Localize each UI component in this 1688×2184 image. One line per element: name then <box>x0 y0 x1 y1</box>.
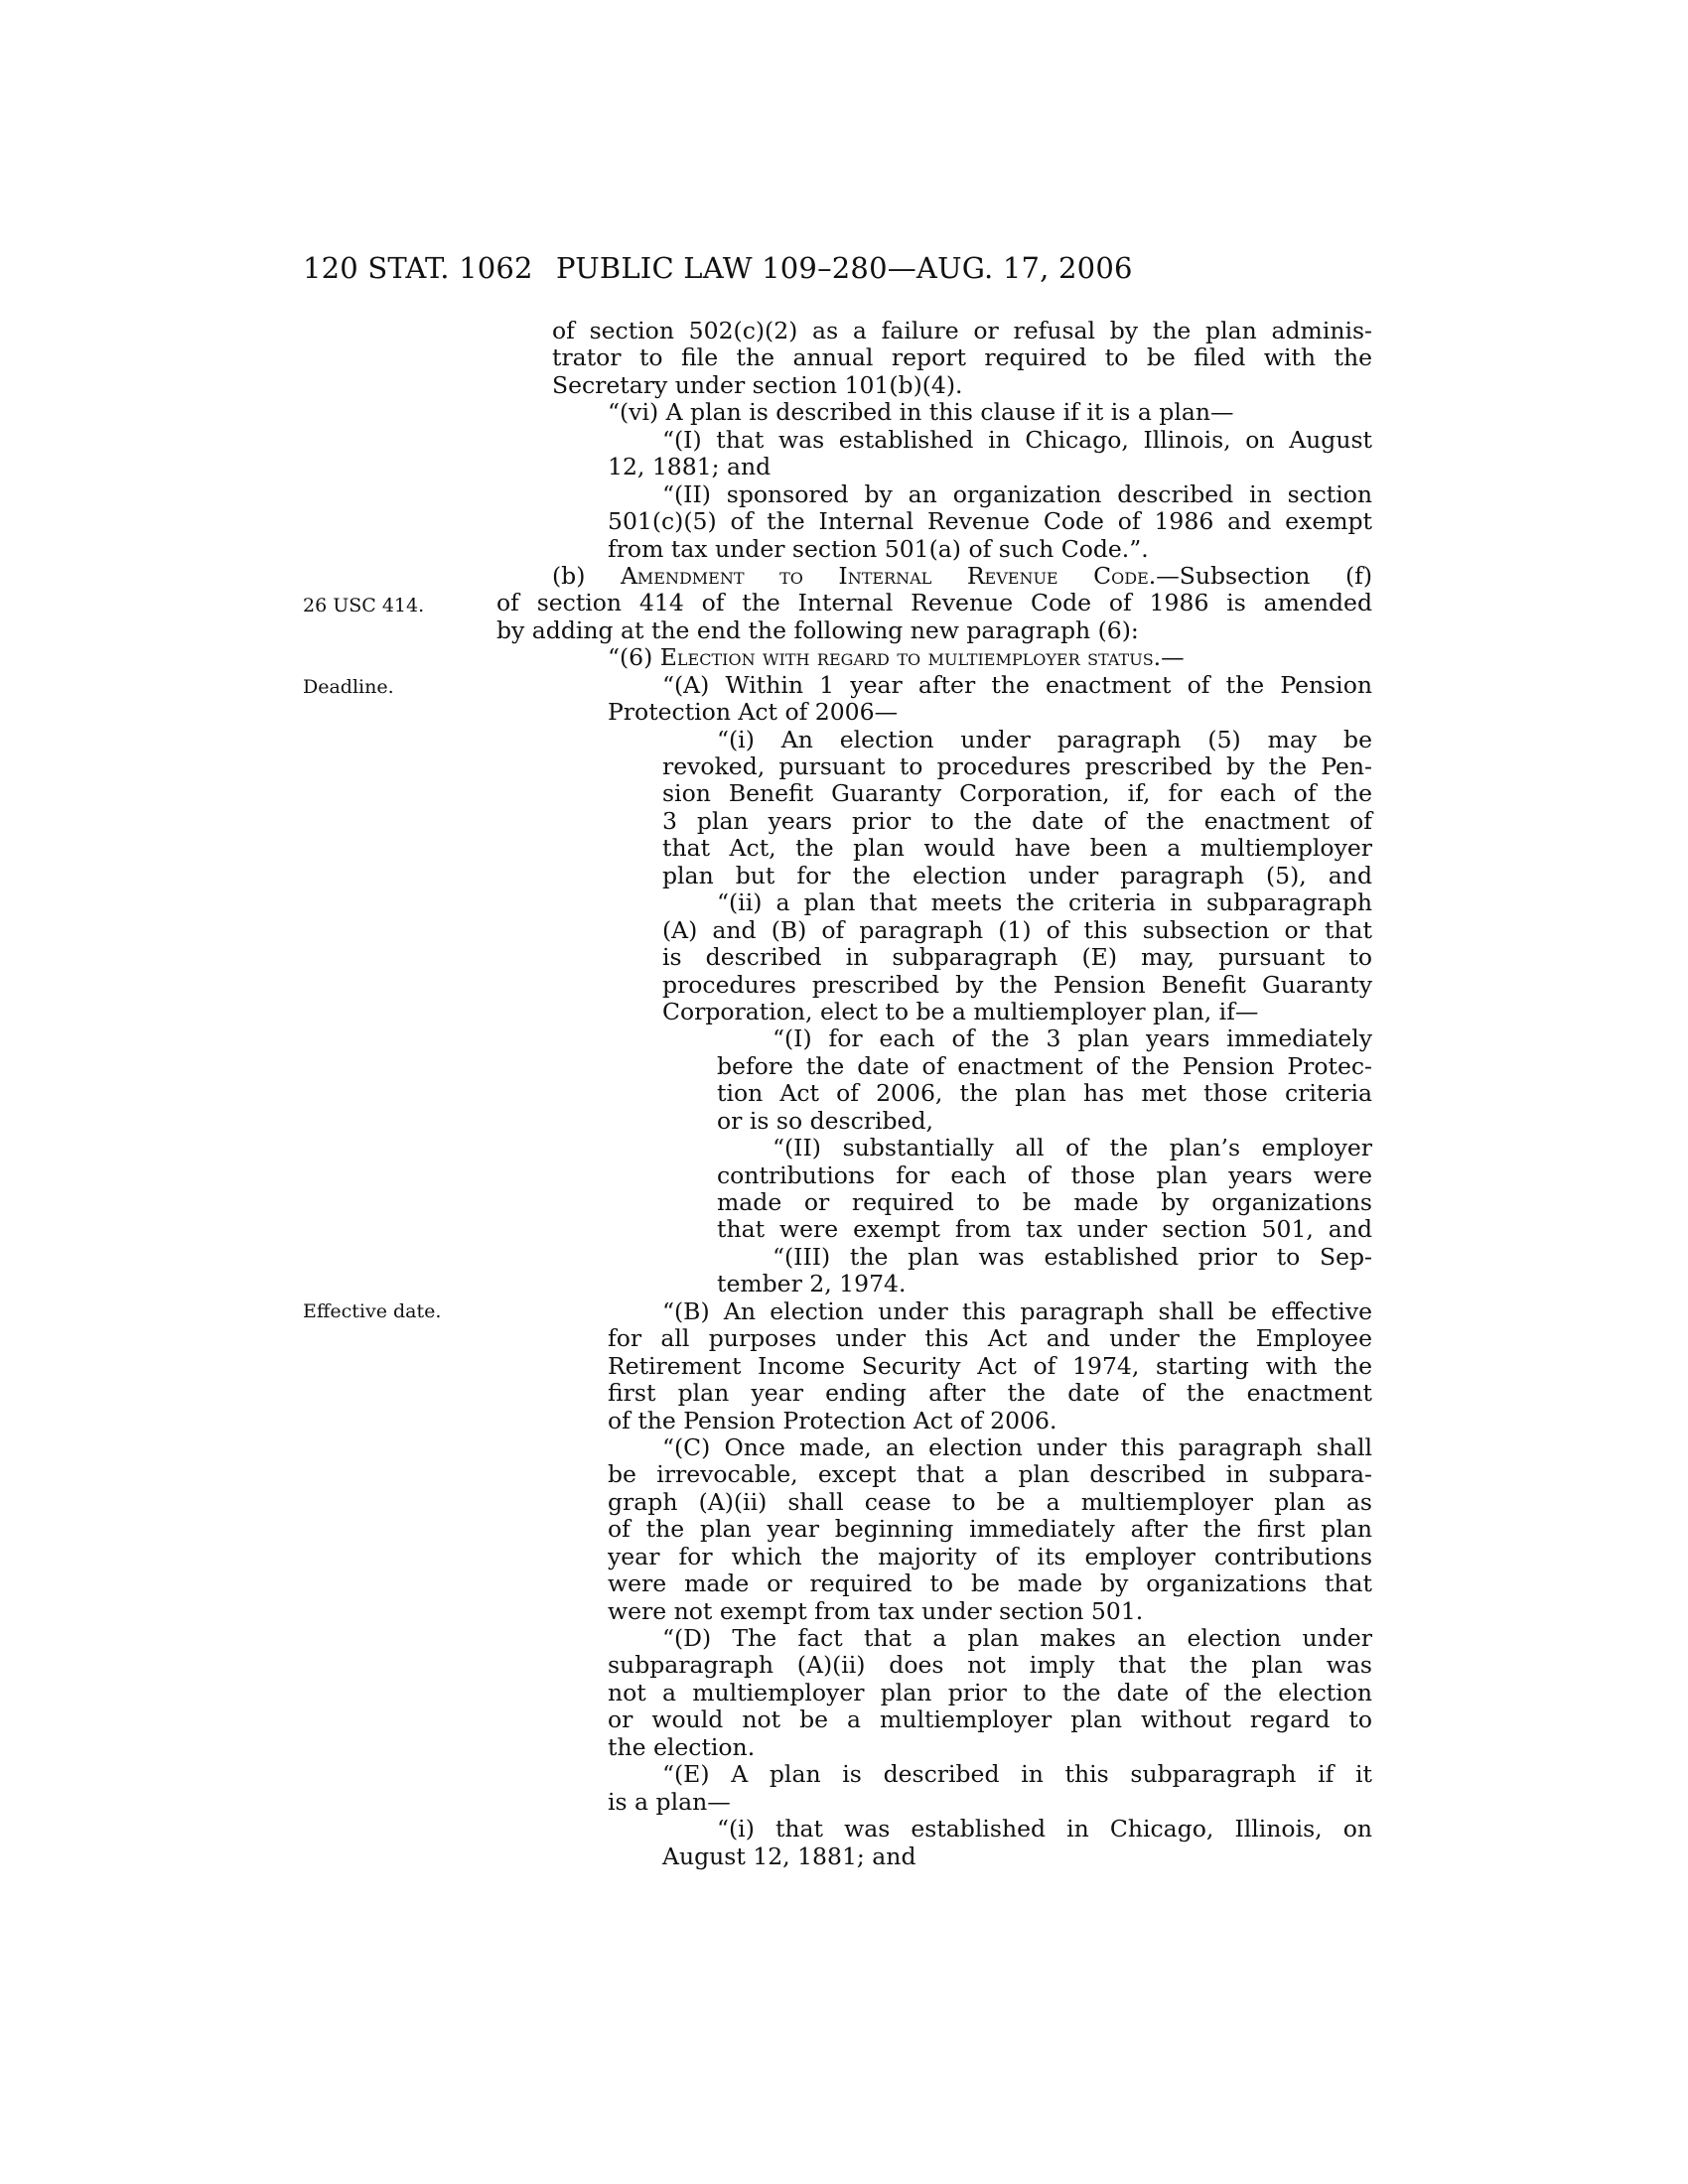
body-line: trator to file the annual report required to be filed with the <box>552 343 1372 372</box>
body-line: made or required to be made by organizations <box>717 1188 1372 1216</box>
body-line: sion Benefit Guaranty Corporation, if, for each of the <box>662 779 1372 808</box>
body-line: of the plan year beginning immediately after the first plan <box>608 1515 1372 1544</box>
body-line: tember 2, 1974. <box>717 1270 907 1298</box>
margin-note-usc: 26 USC 414. <box>303 595 425 616</box>
body-line: of the Pension Protection Act of 2006. <box>608 1406 1057 1434</box>
body-line: “(E) A plan is described in this subparagraph if it <box>662 1760 1372 1789</box>
body-line: tion Act of 2006, the plan has met those criteria <box>717 1079 1372 1108</box>
body-line: “(i) An election under paragraph (5) may be <box>717 725 1372 753</box>
body-line: 501(c)(5) of the Internal Revenue Code of 1986 and exempt <box>608 507 1372 536</box>
body-line: 12, 1881; and <box>608 453 772 481</box>
body-line: August 12, 1881; and <box>662 1842 916 1870</box>
body-line: Corporation, elect to be a multiemployer plan, if— <box>662 997 1259 1025</box>
body-line: that Act, the plan would have been a multiemployer <box>662 834 1372 863</box>
body-line: “(III) the plan was established prior to Sep- <box>773 1242 1372 1271</box>
body-line: “(vi) A plan is described in this clause if it is a plan— <box>608 398 1234 427</box>
body-line: plan but for the election under paragraph (5), and <box>662 861 1372 889</box>
body-line: is a plan— <box>608 1787 731 1816</box>
body-line: “(C) Once made, an election under this paragraph shall <box>662 1433 1372 1461</box>
body-line: “(A) Within 1 year after the enactment of the Pension <box>662 670 1372 699</box>
body-line: “(II) sponsored by an organization described in section <box>662 479 1372 508</box>
body-line: Protection Act of 2006— <box>608 698 899 727</box>
body-line: before the date of enactment of the Pension Protec- <box>717 1051 1372 1080</box>
body-line: “(i) that was established in Chicago, Illinois, on <box>717 1815 1372 1843</box>
stat-page-number: 120 STAT. 1062 <box>303 251 533 285</box>
body-line: year for which the majority of its employer contributions <box>608 1542 1372 1570</box>
body-line: “(6) Election with regard to multiemployer status.— <box>608 643 1185 672</box>
body-line: Retirement Income Security Act of 1974, starting with the <box>608 1351 1372 1380</box>
body-line: or is so described, <box>717 1106 933 1135</box>
body-line: subparagraph (A)(ii) does not imply that the plan was <box>608 1651 1372 1680</box>
body-line: contributions for each of those plan years were <box>717 1160 1372 1189</box>
body-line: is described in subparagraph (E) may, pursuant to <box>662 943 1372 972</box>
body-line: “(D) The fact that a plan makes an election under <box>662 1624 1372 1652</box>
body-line: be irrevocable, except that a plan described in subpara- <box>608 1460 1372 1489</box>
body-line: “(I) for each of the 3 plan years immediately <box>773 1024 1372 1053</box>
statute-body-text <box>496 318 1372 1870</box>
body-line: “(I) that was established in Chicago, Illinois, on August <box>662 425 1372 454</box>
body-line: revoked, pursuant to procedures prescribed by the Pen- <box>662 752 1372 780</box>
body-line: procedures prescribed by the Pension Benefit Guaranty <box>662 970 1372 999</box>
body-line: that were exempt from tax under section 501, and <box>717 1215 1372 1244</box>
body-line: (A) and (B) of paragraph (1) of this subsection or that <box>662 915 1372 944</box>
body-line: were not exempt from tax under section 501. <box>608 1596 1144 1625</box>
body-line: (b) Amendment to Internal Revenue Code.—Subsection (f) <box>552 561 1372 590</box>
body-line: not a multiemployer plan prior to the date of the election <box>608 1678 1372 1706</box>
body-line: were made or required to be made by organizations that <box>608 1570 1372 1598</box>
margin-note-effective-date: Effective date. <box>303 1300 442 1322</box>
body-line: of section 414 of the Internal Revenue Code of 1986 is amended <box>496 589 1372 617</box>
law-title-header: PUBLIC LAW 109–280—AUG. 17, 2006 <box>556 251 1133 285</box>
body-line: or would not be a multiemployer plan without regard to <box>608 1706 1372 1734</box>
body-line: for all purposes under this Act and under the Employee <box>608 1324 1372 1353</box>
body-line: “(ii) a plan that meets the criteria in subparagraph <box>717 888 1372 917</box>
body-line: by adding at the end the following new paragraph (6): <box>496 615 1139 644</box>
body-line: “(II) substantially all of the plan’s employer <box>773 1134 1372 1162</box>
margin-note-deadline: Deadline. <box>303 676 394 698</box>
body-line: first plan year ending after the date of the enactment <box>608 1379 1372 1408</box>
body-line: Secretary under section 101(b)(4). <box>552 370 963 399</box>
body-line: the election. <box>608 1732 756 1761</box>
body-line: of section 502(c)(2) as a failure or refusal by the plan adminis- <box>552 317 1372 344</box>
body-line: 3 plan years prior to the date of the enactment of <box>662 806 1372 835</box>
body-line: from tax under section 501(a) of such Code.”. <box>608 534 1149 563</box>
body-line: “(B) An election under this paragraph shall be effective <box>662 1297 1372 1325</box>
body-line: graph (A)(ii) shall cease to be a multiemployer plan as <box>608 1487 1372 1516</box>
